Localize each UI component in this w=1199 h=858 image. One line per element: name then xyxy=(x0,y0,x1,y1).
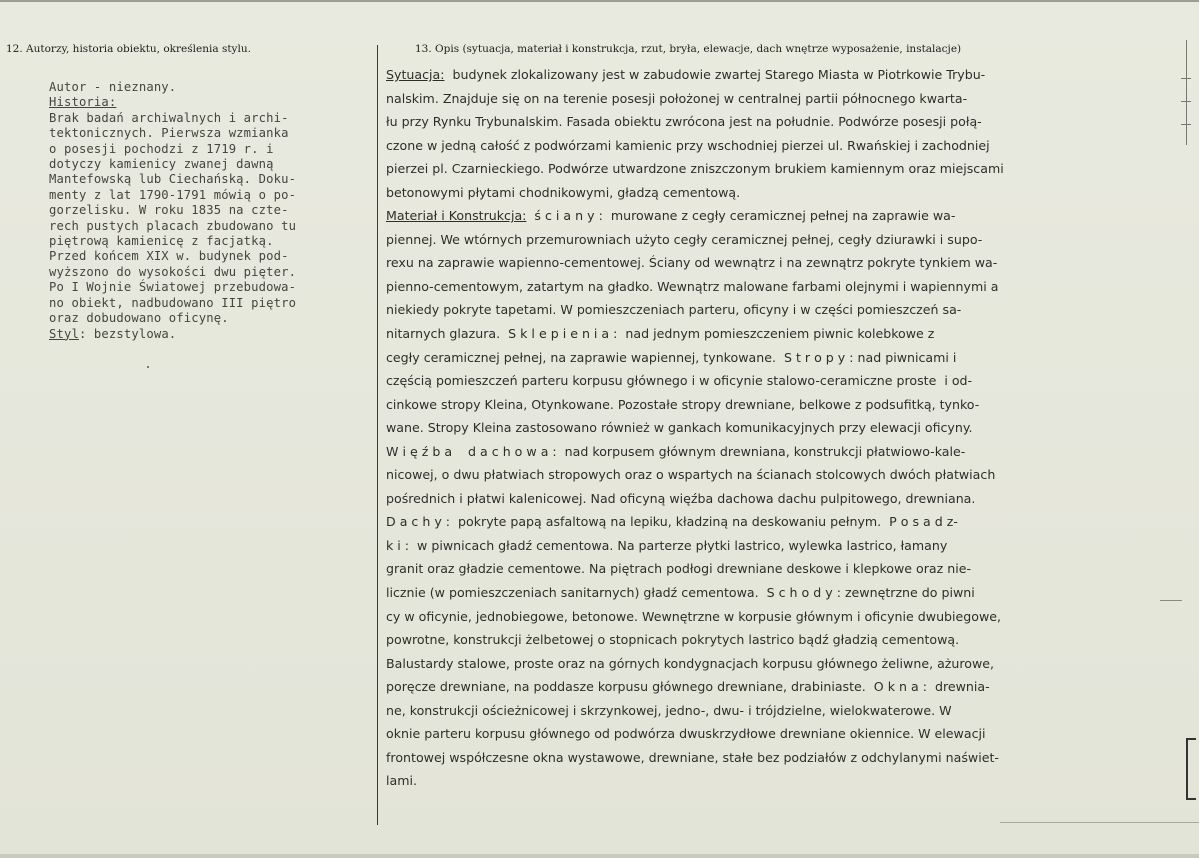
description-line: łu przy Rynku Trybunalskim. Fasada obiektu zwrócona jest na południe. Podwórze posesji połą- xyxy=(386,114,982,130)
style-label: Styl xyxy=(49,326,79,341)
history-line: no obiekt, nadbudowano III piętro xyxy=(49,295,297,310)
history-line: wyższono do wysokości dwu pięter. xyxy=(49,264,297,279)
description-line: piennej. We wtórnych przemurowniach użyto cegły ceramicznej pełnej, cegły dziurawki i supo- xyxy=(386,231,983,247)
description-line: W i ę ź b a d a c h o w a : nad korpusem głównym drewniana, konstrukcji płatwiowo-kale- xyxy=(386,443,966,459)
description-line: D a c h y : pokryte papą asfaltową na lepiku, kładziną na deskowaniu pełnym. P o s a d z- xyxy=(386,514,958,530)
description-line: nicowej, o dwu płatwiach stropowych oraz o wspartych na ścianach stolcowych dwóch płatwiach xyxy=(386,467,996,483)
history-line: gorzelisku. W roku 1835 na czte- xyxy=(49,203,289,218)
description-line: ne, konstrukcji ościeżnicowej i skrzynkowej, jedno-, dwu- i trójdzielne, wielokwaterowe. W xyxy=(386,702,952,718)
section-13-header: 13. Opis (sytuacja, materiał i konstrukcja, rzut, bryła, elewacje, dach wnętrze wyposażenie, instalacje) xyxy=(415,43,962,55)
description-line xyxy=(386,63,1161,87)
section-label-situation: Sytuacja: xyxy=(386,67,445,82)
history-heading: Historia: xyxy=(49,95,117,110)
edge-tick xyxy=(1181,101,1191,102)
style-value: : bezstylowa. xyxy=(78,326,177,341)
history-line: tektonicznych. Pierwsza wzmianka xyxy=(49,126,289,141)
description-line: częścią pomieszczeń parteru korpusu głównego i w oficynie stalowo-ceramiczne proste i od- xyxy=(386,373,973,389)
bottom-edge xyxy=(0,854,1199,858)
edge-tick xyxy=(1181,124,1191,125)
description-line: nalskim. Znajduje się on na terenie posesji położonej w centralnej partii północnego kwarta- xyxy=(386,90,968,106)
history-line: o posesji pochodzi z 1719 r. i xyxy=(49,141,274,156)
history-line: Po I Wojnie Światowej przebudowa- xyxy=(49,280,297,295)
history-line: menty z lat 1790-1791 mówią o po- xyxy=(49,187,297,202)
description-line: cy w oficynie, jednobiegowe, betonowe. Wewnętrzne w korpusie głównym i oficynie dwubiegowe, xyxy=(386,608,1002,624)
edge-dash xyxy=(1160,600,1182,601)
description-line: niekiedy pokryte tapetami. W pomieszczeniach parteru, oficyny i w części pomieszczeń sa- xyxy=(386,302,962,318)
author-line: Autor - nieznany. xyxy=(49,80,177,94)
description-line xyxy=(386,204,1161,228)
description-line: rexu na zaprawie wapienno-cementowej. Ściany od wewnątrz i na zewnątrz pokryte tynkiem wa- xyxy=(386,255,998,271)
description-line: pienno-cementowym, zatartym na gładko. Wewnątrz malowane farbami olejnymi i wapiennymi a xyxy=(386,278,999,294)
edge-tick xyxy=(1181,78,1191,79)
description-column xyxy=(386,63,1161,793)
bottom-rule xyxy=(1000,822,1199,823)
description-line: cegły ceramicznej pełnej, na zaprawie wapiennej, tynkowane. S t r o p y : nad piwnicami i xyxy=(386,349,957,365)
right-edge-line xyxy=(1186,40,1187,145)
column-divider xyxy=(377,45,378,825)
description-line: oknie parteru korpusu głównego od podwórza dwuskrzydłowe drewniane okiennice. W elewacji xyxy=(386,726,986,742)
top-edge xyxy=(0,0,1199,2)
description-line: czone w jedną całość z podwórzami kamienic przy wschodniej pierzei ul. Rwańskiej i zachodniej xyxy=(386,137,990,153)
description-line: powrotne, konstrukcji żelbetowej o stopnicach pokrytych lastrico bądź gładzią cementową. xyxy=(386,632,960,648)
description-line: Balustardy stalowe, proste oraz na górnych kondygnacjach korpusu głównego żeliwne, ażurowe, xyxy=(386,655,995,671)
section-12-header: 12. Autorzy, historia obiektu, określenia stylu. xyxy=(6,43,251,55)
description-line: k i : w piwnicach gładź cementowa. Na parterze płytki lastrico, wylewka lastrico, łamany xyxy=(386,537,948,553)
history-line: oraz dobudowano oficynę. xyxy=(49,311,229,326)
description-line: frontowej współczesne okna wystawowe, drewniane, stałe bez podziałów z odchylanymi naświet- xyxy=(386,749,999,765)
description-line: wane. Stropy Kleina zastosowano również w gankach komunikacyjnych przy elewacji oficyny. xyxy=(386,420,973,436)
history-line: piętrową kamienicę z facjatką. xyxy=(49,234,274,249)
description-line: granit oraz gładzie cementowe. Na piętrach podłogi drewniane deskowe i klepkowe oraz nie- xyxy=(386,561,972,577)
description-line: cinkowe stropy Kleina, Otynkowane. Pozostałe stropy drewniane, belkowe z podsufitką, tynko- xyxy=(386,396,980,412)
description-line: betonowymi płytami chodnikowymi, gładzą cementową. xyxy=(386,184,741,200)
history-line: Mantefowską lub Ciechańską. Doku- xyxy=(49,172,297,187)
ink-dot xyxy=(147,366,149,368)
style-line xyxy=(49,327,374,342)
description-line: nitarnych glazura. S k l e p i e n i a : nad jednym pomieszczeniem piwnic kolebkowe z xyxy=(386,326,935,342)
history-column xyxy=(49,80,374,342)
description-line: pierzei pl. Czarnieckiego. Podwórze utwardzone zniszczonym brukiem kamiennym oraz miejscami xyxy=(386,161,1004,177)
description-line: pośrednich i płatwi kalenicowej. Nad oficyną więźba dachowa dachu pulpitowego, drewniana. xyxy=(386,490,976,506)
description-line: poręcze drewniane, na poddasze korpusu głównego drewniane, drabiniaste. O k n a : drewnia- xyxy=(386,679,990,695)
history-line: dotyczy kamienicy zwanej dawną xyxy=(49,157,274,172)
history-line: Brak badań archiwalnych i archi- xyxy=(49,110,289,125)
history-line: Przed końcem XIX w. budynek pod- xyxy=(49,249,289,264)
description-text: ś c i a n y : murowane z cegły ceramicznej pełnej na zaprawie wa- xyxy=(526,208,956,224)
description-line: licznie (w pomieszczeniach sanitarnych) gładź cementowa. S c h o d y : zewnętrzne do piwni xyxy=(386,585,975,601)
history-line: rech pustych placach zbudowano tu xyxy=(49,218,297,233)
description-line: lami. xyxy=(386,773,417,789)
right-edge-bracket xyxy=(1186,738,1196,800)
section-label-material: Materiał i Konstrukcja: xyxy=(386,208,527,224)
description-text: budynek zlokalizowany jest w zabudowie zwartej Starego Miasta w Piotrkowie Trybu- xyxy=(444,67,986,82)
